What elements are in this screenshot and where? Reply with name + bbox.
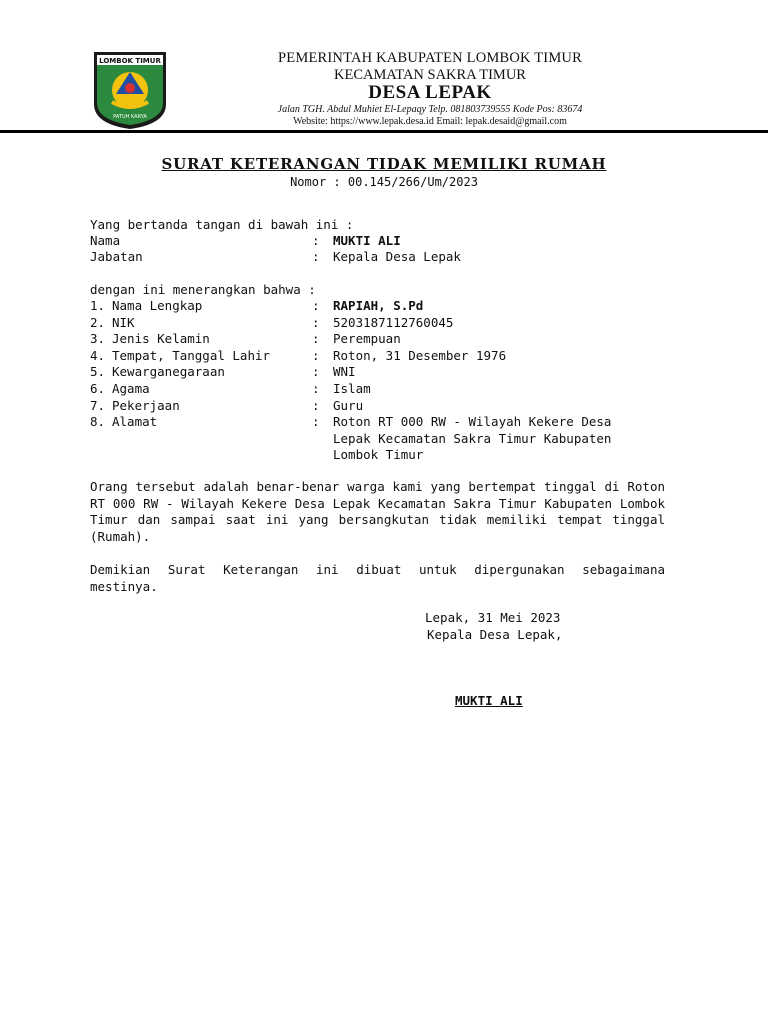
letterhead-contact: Website: https://www.lepak.desa.id Email: lepak.desaid@gmail.com (293, 116, 567, 127)
field-value: MUKTI ALI (333, 233, 401, 248)
field-colon: : (312, 233, 320, 248)
field-value: RAPIAH, S.Pd (333, 298, 424, 313)
district-logo (92, 50, 168, 130)
field-value: Kepala Desa Lepak (333, 249, 461, 264)
field-colon: : (312, 364, 320, 379)
field-label: Jenis Kelamin (112, 331, 210, 346)
field-value: 5203187112760045 (333, 315, 454, 330)
letterhead-divider (0, 130, 768, 133)
field-value: Lepak Kecamatan Sakra Timur Kabupaten (333, 431, 612, 446)
closing-paragraph: Demikian Surat Keterangan ini dibuat untuk dipergunakan sebagaimana mestinya. (90, 562, 665, 594)
field-colon: : (312, 398, 320, 413)
field-colon: : (312, 348, 320, 363)
field-label: Jabatan (90, 249, 143, 264)
intro2-text: dengan ini menerangkan bahwa : (90, 282, 316, 297)
field-colon: : (312, 315, 320, 330)
field-label: Pekerjaan (112, 398, 180, 413)
field-label: Nama Lengkap (112, 298, 203, 313)
field-colon: : (312, 249, 320, 264)
field-number: 6. (90, 381, 106, 396)
field-number: 3. (90, 331, 106, 346)
field-colon: : (312, 331, 320, 346)
field-number: 1. (90, 298, 106, 313)
field-number: 7. (90, 398, 106, 413)
letterhead-address: Jalan TGH. Abdul Muhiet El-Lepaqy Telp. 081803739555 Kode Pos: 83674 (277, 104, 583, 115)
field-number: 2. (90, 315, 106, 330)
field-label: Alamat (112, 414, 158, 429)
document-title: SURAT KETERANGAN TIDAK MEMILIKI RUMAH (161, 155, 607, 173)
field-label: Kewarganegaraan (112, 364, 225, 379)
field-value: WNI (333, 364, 356, 379)
field-label: Tempat, Tanggal Lahir (112, 348, 271, 363)
field-colon: : (312, 381, 320, 396)
logo-top-text: LOMBOK TIMUR (99, 57, 161, 65)
field-label: Nama (90, 233, 121, 248)
field-label: Agama (112, 381, 150, 396)
document-number: Nomor : 00.145/266/Um/2023 (290, 175, 478, 189)
signer-name: MUKTI ALI (455, 693, 523, 708)
place-date: Lepak, 31 Mei 2023 (425, 610, 561, 625)
field-value: Guru (333, 398, 364, 413)
field-value: Roton, 31 Desember 1976 (333, 348, 507, 363)
field-number: 8. (90, 414, 106, 429)
signer-position: Kepala Desa Lepak, (427, 627, 563, 642)
field-colon: : (312, 298, 320, 313)
statement-paragraph: Orang tersebut adalah benar-benar warga kami yang bertempat tinggal di Roton RT 000 RW - Wilayah Kekere Desa Lepak Kecamatan Sakra Timur Kabupaten Lombok Timur dan sampai saat ini yang bersangkutan tidak memiliki tempat tinggal (Rumah). (90, 479, 665, 544)
field-value: Roton RT 000 RW - Wilayah Kekere Desa (333, 414, 612, 429)
field-value: Lombok Timur (333, 447, 424, 462)
field-value: Perempuan (333, 331, 401, 346)
logo-bottom-text: PATUH KARYA (113, 114, 147, 120)
field-number: 5. (90, 364, 106, 379)
field-value: Islam (333, 381, 371, 396)
field-label: NIK (112, 315, 135, 330)
letterhead-village: DESA LEPAK (368, 82, 492, 103)
intro-text: Yang bertanda tangan di bawah ini : (90, 217, 354, 232)
field-number: 4. (90, 348, 106, 363)
letterhead-government: PEMERINTAH KABUPATEN LOMBOK TIMUR (278, 50, 582, 66)
letterhead-district: KECAMATAN SAKRA TIMUR (334, 67, 526, 83)
field-colon: : (312, 414, 320, 429)
